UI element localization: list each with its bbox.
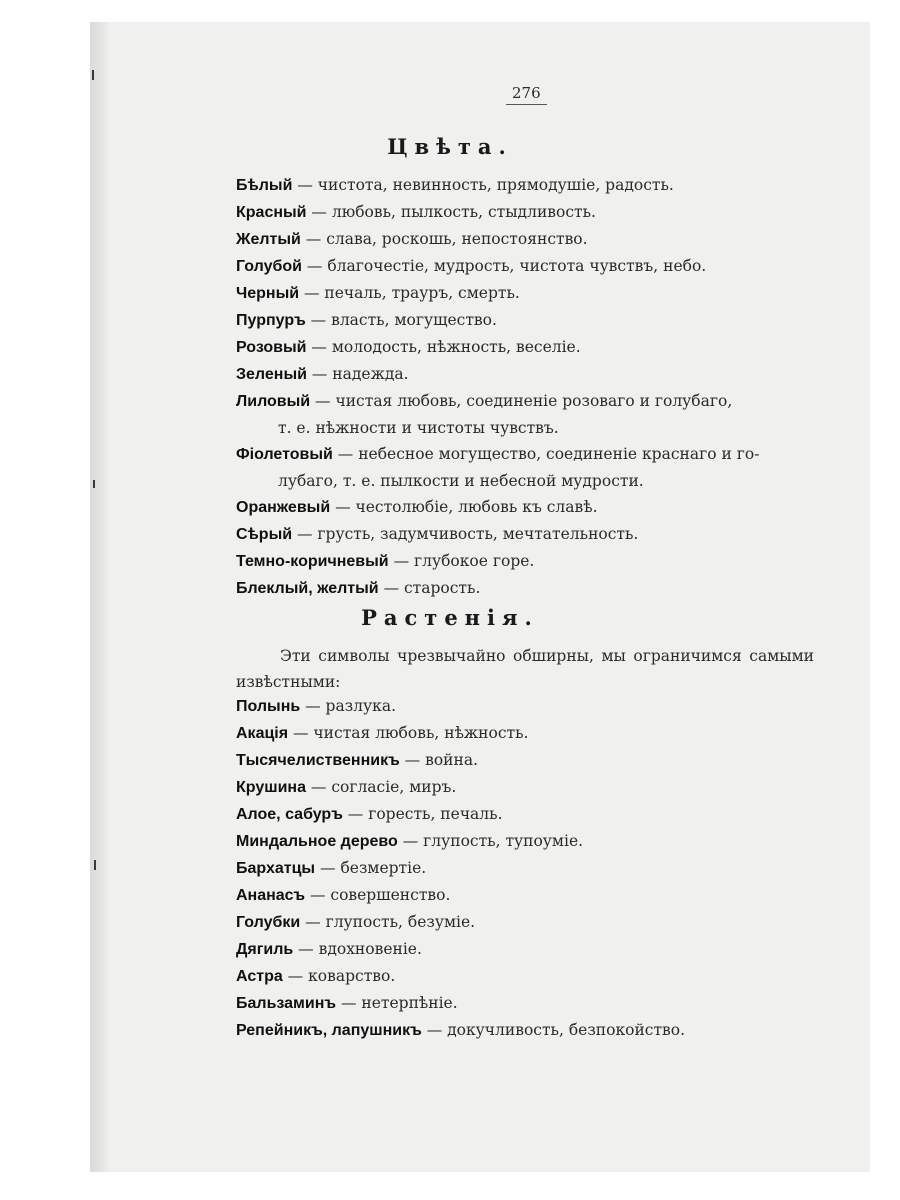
glossary-entry — [236, 1017, 826, 1044]
entry-term: Акація — [236, 725, 289, 742]
glossary-entry — [236, 801, 826, 828]
entry-definition: — глубокое горе. — [388, 552, 535, 570]
glossary-entry — [236, 548, 826, 575]
section-heading-plants: Растенія. — [361, 605, 539, 630]
glossary-entry — [236, 521, 826, 548]
plants-entry-list — [236, 693, 826, 1044]
margin-mark — [94, 860, 96, 870]
glossary-entry — [236, 280, 826, 307]
entry-term: Дягиль — [236, 941, 294, 958]
glossary-entry — [236, 693, 826, 720]
glossary-entry — [236, 828, 826, 855]
entry-term: Темно-коричневый — [236, 553, 389, 570]
entry-definition: — война. — [399, 751, 478, 769]
entry-definition: — грусть, задумчивость, мечтательность. — [292, 525, 639, 543]
glossary-entry — [236, 361, 826, 388]
glossary-entry — [236, 747, 826, 774]
glossary-entry — [236, 388, 826, 441]
entry-term: Репейникъ, лапушникъ — [236, 1022, 422, 1039]
entry-term: Крушина — [236, 779, 306, 796]
entry-definition: — благочестіе, мудрость, чистота чувствъ, небо. — [302, 257, 707, 275]
plants-intro-paragraph: Эти символы чрезвычайно обширны, мы ограничимся самыми извѣстными: — [236, 647, 814, 691]
entry-definition: — согласіе, миръ. — [305, 778, 457, 796]
entry-term: Черный — [236, 285, 300, 302]
entry-definition: — власть, могущество. — [305, 311, 497, 329]
glossary-entry — [236, 963, 826, 990]
entry-definition: — чистая любовь, нѣжность. — [288, 724, 529, 742]
entry-definition-continuation: т. е. нѣжности и чистоты чувствъ. — [278, 419, 559, 437]
glossary-entry — [236, 226, 826, 253]
entry-definition: — докучливость, безпокойство. — [421, 1021, 686, 1039]
entry-term: Миндальное дерево — [236, 833, 398, 850]
entry-term: Астра — [236, 968, 283, 985]
entry-definition: — старость. — [378, 579, 481, 597]
entry-definition: — слава, роскошь, непостоянство. — [300, 230, 588, 248]
entry-term: Блеклый, желтый — [236, 580, 379, 597]
entry-term: Голубой — [236, 258, 302, 275]
entry-definition: — честолюбіе, любовь къ славѣ. — [330, 498, 598, 516]
glossary-entry — [236, 882, 826, 909]
entry-term: Голубки — [236, 914, 301, 931]
entry-term: Сѣрый — [236, 526, 293, 543]
entry-term: Тысячелиственникъ — [236, 752, 400, 769]
glossary-entry — [236, 199, 826, 226]
entry-term: Пурпуръ — [236, 312, 306, 329]
page-number: 276 — [506, 84, 547, 105]
entry-term: Ананасъ — [236, 887, 306, 904]
margin-mark — [92, 70, 94, 80]
entry-term: Бальзаминъ — [236, 995, 337, 1012]
glossary-entry — [236, 253, 826, 280]
glossary-entry — [236, 774, 826, 801]
entry-definition: — молодость, нѣжность, веселіе. — [306, 338, 581, 356]
entry-term: Розовый — [236, 339, 307, 356]
entry-term: Лиловый — [236, 393, 311, 410]
entry-term: Фіолетовый — [236, 446, 333, 463]
page-gutter-shadow — [90, 22, 108, 1172]
margin-mark — [93, 480, 95, 488]
entry-definition: — чистота, невинность, прямодушіе, радость. — [292, 176, 674, 194]
entry-definition: — нетерпѣніе. — [336, 994, 458, 1012]
entry-definition: — глупость, тупоуміе. — [397, 832, 584, 850]
glossary-entry — [236, 855, 826, 882]
glossary-entry — [236, 990, 826, 1017]
entry-term: Бѣлый — [236, 177, 293, 194]
entry-term: Желтый — [236, 231, 301, 248]
glossary-entry — [236, 909, 826, 936]
entry-definition: — печаль, трауръ, смерть. — [299, 284, 520, 302]
section-heading-colors: Цвѣта. — [387, 134, 513, 159]
glossary-entry — [236, 494, 826, 521]
entry-definition: — совершенство. — [305, 886, 451, 904]
entry-definition: — надежда. — [306, 365, 409, 383]
entry-definition: — небесное могущество, соединеніе краснаго и го- — [332, 445, 760, 463]
entry-definition-continuation: лубаго, т. е. пылкости и небесной мудрости. — [278, 472, 644, 490]
glossary-entry — [236, 720, 826, 747]
glossary-entry — [236, 441, 826, 494]
entry-definition: — любовь, пылкость, стыдливость. — [306, 203, 596, 221]
glossary-entry — [236, 936, 826, 963]
glossary-entry — [236, 575, 826, 602]
entry-term: Алое, сабуръ — [236, 806, 343, 823]
entry-definition: — коварство. — [282, 967, 396, 985]
entry-definition: — глупость, безуміе. — [300, 913, 476, 931]
glossary-entry — [236, 172, 826, 199]
glossary-entry — [236, 307, 826, 334]
entry-term: Зеленый — [236, 366, 307, 383]
entry-definition: — горесть, печаль. — [342, 805, 503, 823]
entry-definition: — разлука. — [300, 697, 396, 715]
entry-definition: — чистая любовь, соединеніе розоваго и голубаго, — [310, 392, 733, 410]
colors-entry-list — [236, 172, 826, 602]
glossary-entry — [236, 334, 826, 361]
entry-term: Бархатцы — [236, 860, 316, 877]
entry-definition: — безмертіе. — [315, 859, 427, 877]
entry-term: Оранжевый — [236, 499, 331, 516]
entry-term: Красный — [236, 204, 307, 221]
entry-definition: — вдохновеніе. — [293, 940, 422, 958]
entry-term: Полынь — [236, 698, 301, 715]
